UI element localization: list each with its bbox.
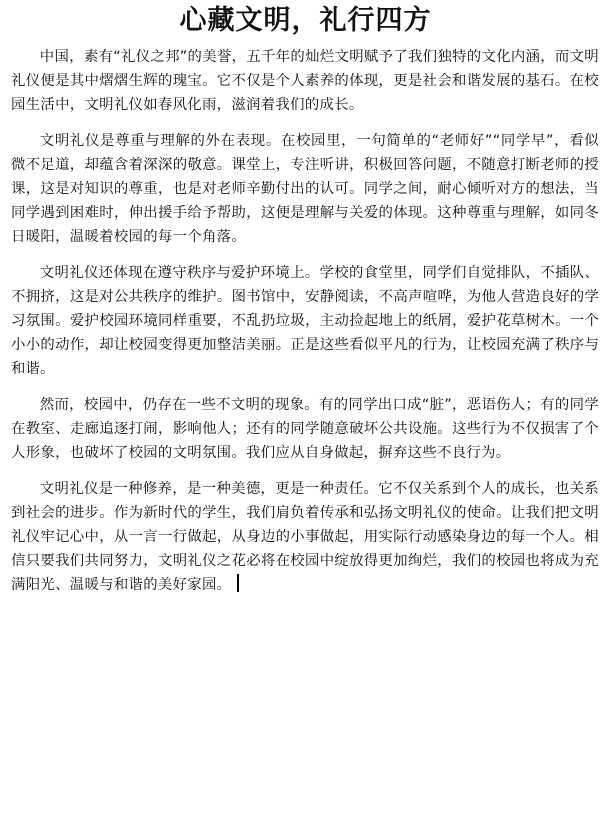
paragraph-conclusion-text: 文明礼仪是一种修养，是一种美德，更是一种责任。它不仅关系到个人的成长，也关系到社会的进步。作为新时代的学生，我们肩负着传承和弘扬文明礼仪的使命。让我们把文明礼仪牢记心中，从一言一行做起，从身边的小事做起，用实际行动感染身边的每一个人。相信只要我们共同努力，文明礼仪之花必将在校园中绽放得更加绚烂，我们的校园也将成为充满阳光、温暖与和谐的美好家园。 — [11, 481, 599, 593]
text-cursor — [237, 574, 239, 592]
paragraph-respect: 文明礼仪是尊重与理解的外在表现。在校园里，一句简单的“老师好”“同学早”，看似微不足道，却蕴含着深深的敬意。课堂上，专注听讲，积极回答问题，不随意打断老师的授课，这是对知识的尊重，也是对老师辛勤付出的认可。同学之间，耐心倾听对方的想法，当同学遇到困难时，伸出援手给予帮助，这便是理解与关爱的体现。这种尊重与理解，如同冬日暖阳，温暖着校园的每一个角落。 — [11, 133, 599, 245]
paragraph-order: 文明礼仪还体现在遵守秩序与爱护环境上。学校的食堂里，同学们自觉排队，不插队、不拥挤，这是对公共秩序的维护。图书馆中，安静阅读，不高声喧哗，为他人营造良好的学习氛围。爱护校园环境同样重要，不乱扔垃圾，主动捡起地上的纸屑，爱护花草树木。一个小小的动作，却让校园变得更加整洁美丽。正是这些看似平凡的行为，让校园充满了秩序与和谐。 — [11, 265, 599, 377]
document-title: 心藏文明，礼行四方 — [179, 5, 432, 36]
document-body — [11, 45, 599, 609]
paragraph-intro: 中国，素有“礼仪之邦”的美誉，五千年的灿烂文明赋予了我们独特的文化内涵，而文明礼仪便是其中熠熠生辉的瑰宝。它不仅是个人素养的体现，更是社会和谐发展的基石。在校园生活中，文明礼仪如春风化雨，滋润着我们的成长。 — [11, 49, 599, 113]
paragraph-problems: 然而，校园中，仍存在一些不文明的现象。有的同学出口成“脏”，恶语伤人；有的同学在教室、走廊追逐打闹，影响他人；还有的同学随意破坏公共设施。这些行为不仅损害了个人形象，也破坏了校园的文明氛围。我们应从自身做起，摒弃这些不良行为。 — [11, 397, 599, 461]
paragraph-conclusion[interactable] — [11, 477, 599, 597]
